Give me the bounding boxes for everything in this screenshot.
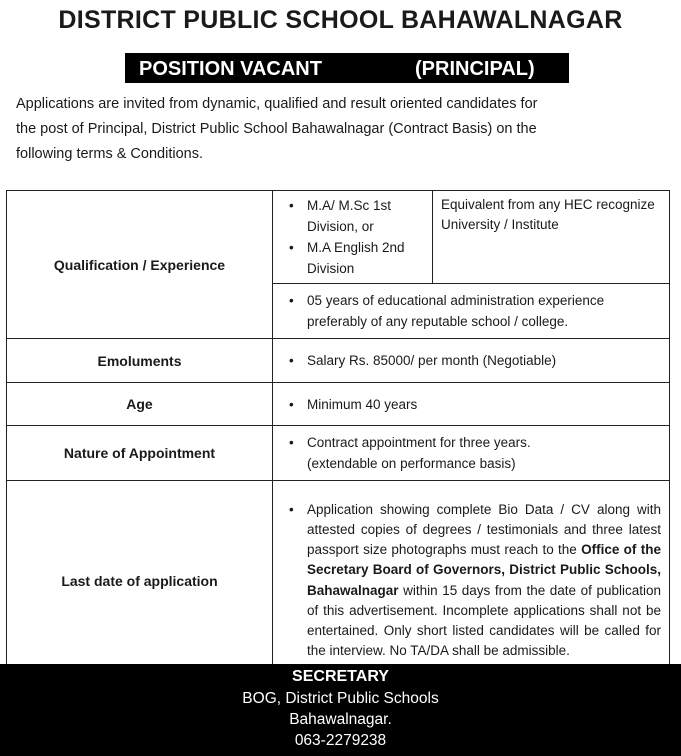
nature-value — [285, 432, 661, 474]
qualification-cell — [273, 191, 670, 339]
office-address: Office of the Secretary Board of Governors, District Public Schools, Bahawalnagar — [307, 542, 661, 598]
table-row — [7, 383, 670, 426]
page-title: DISTRICT PUBLIC SCHOOL BAHAWALNAGAR — [58, 6, 623, 34]
footer-office: BOG, District Public Schools — [242, 690, 439, 707]
experience-requirement: • 05 years of educational administration experience preferably of any reputable school / college. — [285, 290, 661, 332]
table-row — [7, 481, 670, 681]
intro-line: Applications are invited from dynamic, qualified and result oriented candidates for — [16, 96, 538, 112]
salary-value: • Salary Rs. 85000/ per month (Negotiable) — [285, 350, 661, 371]
qualification-label: Qualification / Experience — [7, 191, 273, 339]
post-name-label: (PRINCIPAL) — [415, 58, 535, 80]
intro-line: following terms & Conditions. — [16, 146, 203, 162]
instructions-text-2: within 15 days from the date of publication of this advertisement. Incomplete applications shall not be entertained. Only short listed candidates will be called for the interview. No TA/DA shall be admissible. — [307, 582, 661, 659]
nature-line-2: (extendable on performance basis) — [307, 456, 516, 471]
position-vacant-label: POSITION VACANT — [139, 58, 322, 80]
age-label: Age — [7, 383, 273, 426]
instructions-text: Application showing complete Bio Data / CV along with attested copies of degrees / testimonials and three latest passport size photographs must reach to the — [307, 501, 661, 558]
nature-label: Nature of Appointment — [7, 426, 273, 481]
table-row — [7, 339, 670, 383]
table-row — [7, 191, 670, 339]
intro-line: the post of Principal, District Public School Bahawalnagar (Contract Basis) on the — [16, 121, 537, 137]
application-instructions — [285, 500, 661, 662]
footer-contact — [0, 664, 681, 756]
emoluments-label: Emoluments — [7, 339, 273, 383]
age-value: • Minimum 40 years — [285, 394, 661, 415]
degree-2: • M.A English 2nd Division — [285, 237, 432, 279]
terms-table — [6, 190, 670, 681]
intro-paragraph — [16, 92, 666, 167]
footer-designation: SECRETARY — [292, 668, 389, 685]
table-row — [7, 426, 670, 481]
nature-line-1: Contract appointment for three years. — [307, 435, 531, 450]
footer-phone: 063-2279238 — [294, 732, 387, 749]
position-banner — [125, 53, 569, 83]
equivalent-note: Equivalent from any HEC recognize University / Institute — [432, 191, 669, 283]
last-date-label: Last date of application — [7, 481, 273, 681]
degree-1: • M.A/ M.Sc 1st Division, or — [285, 195, 432, 237]
footer-city: Bahawalnagar. — [289, 711, 392, 728]
